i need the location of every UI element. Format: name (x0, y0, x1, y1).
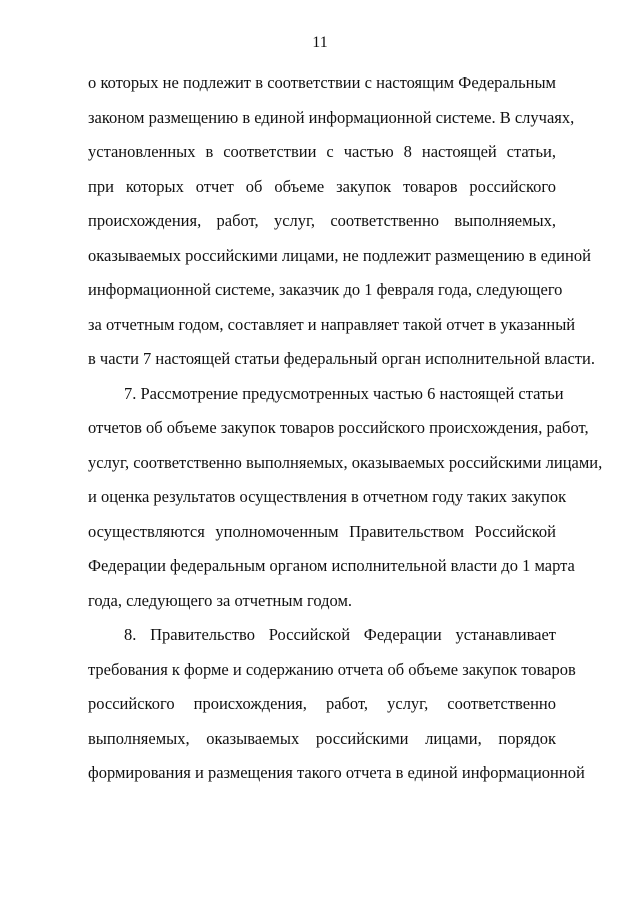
paragraph-8-first-line: 8. Правительство Российской Федерации устанавливает (124, 625, 556, 644)
paragraph-7-first-line: 7. Рассмотрение предусмотренных частью 6 настоящей статьи (124, 383, 564, 403)
text-line: осуществляются уполномоченным Правительством Российской (88, 521, 556, 541)
text-line: о которых не подлежит в соответствии с настоящим Федеральным (88, 73, 556, 92)
text-line: установленных в соответствии с частью 8 настоящей статьи, (88, 142, 556, 161)
text-line: законом размещению в единой информационной системе. В случаях, (88, 107, 575, 127)
text-line: и оценка результатов осуществления в отчетном году таких закупок (88, 487, 567, 506)
document-body (88, 66, 603, 791)
text-line: оказываемых российскими лицами, не подлежит размещению в единой (88, 245, 591, 265)
text-line: при которых отчет об объеме закупок товаров российского (88, 176, 556, 196)
text-line: в части 7 настоящей статьи федеральный орган исполнительной власти. (88, 349, 595, 368)
text-line: за отчетным годом, составляет и направляет такой отчет в указанный (88, 314, 576, 334)
text-line: формирования и размещения такого отчета в единой информационной (88, 763, 585, 782)
text-line: требования к форме и содержанию отчета об объеме закупок товаров (88, 659, 576, 679)
text-line: года, следующего за отчетным годом. (88, 590, 353, 610)
text-line: услуг, соответственно выполняемых, оказываемых российскими лицами, (88, 452, 603, 472)
text-line: российского происхождения, работ, услуг, соответственно (88, 694, 556, 713)
text-line: происхождения, работ, услуг, соответственно выполняемых, (88, 211, 556, 230)
text-line: выполняемых, оказываемых российскими лицами, порядок (88, 728, 556, 748)
text-line: Федерации федеральным органом исполнительной власти до 1 марта (88, 556, 575, 575)
text-line: информационной системе, заказчик до 1 февраля года, следующего (88, 280, 563, 299)
page-number: 11 (312, 34, 328, 51)
text-line: отчетов об объеме закупок товаров российского происхождения, работ, (88, 418, 589, 437)
